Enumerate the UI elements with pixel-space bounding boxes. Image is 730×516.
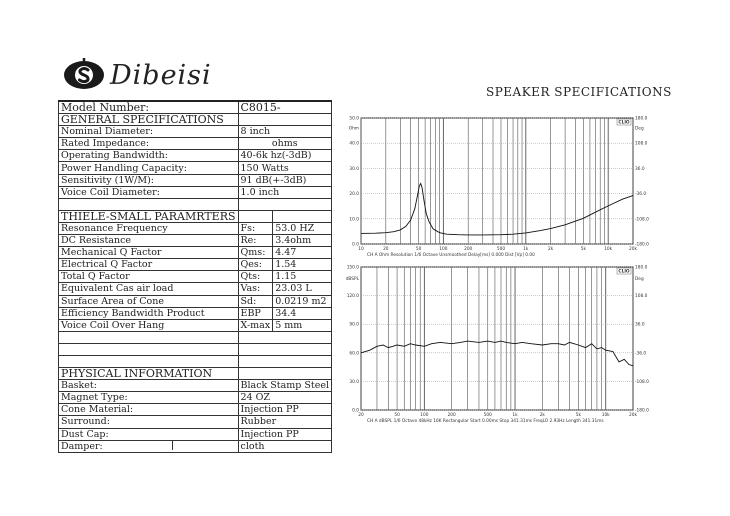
ts-row (59, 319, 332, 331)
y-tick-label: 0.0 (352, 242, 359, 248)
phys-label: Damper: (59, 440, 239, 452)
ts-value: 23.03 L (273, 283, 332, 295)
spec-label: Voice Coil Diameter: (59, 186, 239, 198)
ts-label: Equivalent Cas air load (59, 283, 239, 295)
ts-symbol: Sd: (238, 295, 273, 307)
spl-chart (337, 262, 649, 428)
y2-tick-label: -180.0 (635, 242, 649, 248)
spec-label: Sensitivity (1W/M): (59, 174, 239, 186)
x-tick-label: 2k (539, 413, 545, 418)
impedance-graph (337, 112, 649, 258)
clio-label: CLIO (618, 269, 630, 275)
phys-value: Injection PP (238, 404, 332, 416)
phys-row (59, 440, 332, 452)
y2-tick-label: 36.0 (635, 322, 645, 328)
y-tick-label: 10.0 (349, 217, 359, 223)
spec-row (59, 150, 332, 162)
y-tick-label: 0.0 (352, 408, 359, 414)
margin-tick (172, 441, 173, 450)
ts-row (59, 247, 332, 259)
x-tick-label: 10k (604, 247, 613, 252)
y2-tick-label: 108.0 (635, 141, 648, 147)
doc-title: SPEAKER SPECIFICATIONS (486, 85, 672, 99)
spec-label: Operating Bandwidth: (59, 150, 239, 162)
x-tick-label: 20k (629, 247, 637, 252)
model-row (59, 101, 332, 114)
x-tick-label: 50 (394, 413, 400, 418)
ts-row (59, 235, 332, 247)
physical-heading: PHYSICAL INFORMATION (59, 368, 239, 380)
spec-value: 1.0 inch (238, 186, 332, 198)
phys-label: Surround: (59, 416, 239, 428)
physical-rows (59, 380, 332, 453)
x-tick-label: 100 (420, 413, 429, 418)
spec-label: Power Handling Capacity: (59, 162, 239, 174)
ts-value: 34.4 (273, 307, 332, 319)
x-tick-label: 500 (496, 247, 506, 252)
spec-value: 40-6k hz(-3dB) (238, 150, 332, 162)
impedance-chart (337, 112, 649, 258)
spec-label: Nominal Diameter: (59, 126, 239, 138)
physical-heading-row (59, 368, 332, 380)
y-tick-label: 120.0 (346, 294, 359, 300)
ts-row (59, 283, 332, 295)
x-tick-label: 2k (547, 247, 554, 252)
phys-row (59, 428, 332, 440)
x-tick-label: 200 (447, 413, 456, 418)
model-label: Model Number: (59, 101, 239, 114)
ts-value: 4.47 (273, 247, 332, 259)
ts-label: DC Resistance (59, 235, 239, 247)
phys-row (59, 416, 332, 428)
thiele-heading-row (59, 210, 332, 222)
ts-value: 5 mm (273, 319, 332, 331)
spec-row (59, 162, 332, 174)
spec-label: Rated Impedance: (59, 138, 239, 150)
ts-symbol: EBP (238, 307, 273, 319)
ts-row (59, 259, 332, 271)
y-tick-label: 30.0 (349, 166, 359, 172)
phys-row (59, 380, 332, 392)
x-tick-label: 100 (439, 247, 448, 252)
x-tick-label: 5k (575, 413, 582, 418)
phys-label: Magnet Type: (59, 392, 239, 404)
ts-value: 3.4ohm (273, 235, 332, 247)
ts-value: 1.54 (273, 259, 332, 271)
spec-value: ohms (238, 138, 332, 150)
brand-logo (62, 58, 212, 92)
phys-label: Basket: (59, 380, 239, 392)
x-tick-label: 1k (523, 247, 529, 252)
y2-tick-label: 180.0 (635, 116, 648, 122)
model-value: C8015- (238, 101, 332, 114)
thiele-heading: THIELE-SMALL PARAMRTERS (59, 210, 239, 222)
x-tick-label: 5k (580, 247, 587, 252)
right-unit-label: Deg (635, 126, 644, 132)
ts-label: Voice Coil Over Hang (59, 319, 239, 331)
y2-tick-label: -36.0 (635, 351, 647, 357)
y-tick-label: 40.0 (349, 141, 359, 147)
spec-row (59, 126, 332, 138)
ts-label: Electrical Q Factor (59, 259, 239, 271)
ts-symbol: Qts: (238, 271, 273, 283)
chart-footer: CH A dBSPL 1/6 Octave 48kHz 16K Rectangular Start 0.00ms Stop 341.31ms FreqLO 2.93Hz Length 341.31ms (367, 419, 604, 424)
x-tick-label: 1k (512, 413, 518, 418)
spec-value: 150 Watts (238, 162, 332, 174)
spec-table (58, 100, 332, 453)
ts-row (59, 271, 332, 283)
spec-value: 91 dB(+-3dB) (238, 174, 332, 186)
ts-label: Total Q Factor (59, 271, 239, 283)
right-unit-label: Deg (635, 276, 644, 282)
y2-tick-label: -180.0 (635, 408, 649, 414)
left-unit-label: Ohm (348, 126, 359, 132)
plot-frame (361, 118, 633, 244)
spec-row (59, 186, 332, 198)
spec-row (59, 174, 332, 186)
ts-row (59, 295, 332, 307)
ts-label: Resonance Frequency (59, 222, 239, 234)
ts-symbol: Vas: (238, 283, 273, 295)
phys-row (59, 392, 332, 404)
left-unit-label: dBSPL (345, 276, 359, 282)
ts-symbol: Fs: (238, 222, 273, 234)
y2-tick-label: -108.0 (635, 379, 649, 385)
x-tick-label: 20 (383, 247, 389, 252)
y-tick-label: 30.0 (349, 379, 359, 385)
ts-label: Mechanical Q Factor (59, 247, 239, 259)
y2-tick-label: -36.0 (635, 192, 647, 198)
phys-value: Rubber (238, 416, 332, 428)
general-rows (59, 126, 332, 199)
y2-tick-label: 180.0 (635, 265, 648, 271)
ts-symbol: X-max (238, 319, 273, 331)
brand-name: Dibeisi (110, 59, 212, 91)
phys-value: cloth (238, 440, 332, 452)
ts-symbol: Qms: (238, 247, 273, 259)
x-tick-label: 10 (358, 247, 364, 252)
y-tick-label: 60.0 (349, 351, 359, 357)
y-tick-label: 90.0 (349, 322, 359, 328)
ts-row (59, 222, 332, 234)
x-tick-label: 20 (358, 413, 364, 418)
phys-value: Injection PP (238, 428, 332, 440)
thiele-rows (59, 222, 332, 331)
x-tick-label: 20k (629, 413, 637, 418)
y2-tick-label: 108.0 (635, 294, 648, 300)
phys-row (59, 404, 332, 416)
chart-footer: CH A Ohm Resolution 1/6 Octave Unsmoothed Delay[ms] 0.000 Dist [Vp] 0.00 (367, 253, 535, 258)
ts-label: Efficiency Bandwidth Product (59, 307, 239, 319)
spacer-row (59, 355, 332, 367)
spacer-row (59, 343, 332, 355)
x-tick-label: 500 (483, 413, 492, 418)
dibeisi-s-logo-icon (62, 58, 106, 92)
ts-value: 1.15 (273, 271, 332, 283)
x-tick-label: 200 (464, 247, 473, 252)
y-tick-label: 20.0 (349, 192, 359, 198)
phys-value: 24 OZ (238, 392, 332, 404)
plot-frame (361, 267, 633, 410)
ts-symbol: Re: (238, 235, 273, 247)
x-tick-label: 50 (415, 247, 422, 252)
spl-graph (337, 262, 649, 428)
ts-row (59, 307, 332, 319)
y-tick-label: 150.0 (346, 265, 359, 271)
phys-value: Black Stamp Steel (238, 380, 332, 392)
y2-tick-label: -108.0 (635, 217, 649, 223)
general-heading: GENERAL SPECIFICATIONS (59, 114, 239, 126)
x-tick-label: 10k (601, 413, 610, 418)
spacer-row (59, 198, 332, 210)
phys-label: Cone Material: (59, 404, 239, 416)
phys-label: Dust Cap: (59, 428, 239, 440)
ts-label: Surface Area of Cone (59, 295, 239, 307)
spec-row (59, 138, 332, 150)
spacer-row (59, 331, 332, 343)
y2-tick-label: 36.0 (635, 166, 645, 172)
ts-value: 0.0219 m2 (273, 295, 332, 307)
ts-symbol: Qes: (238, 259, 273, 271)
ts-value: 53.0 HZ (273, 222, 332, 234)
y-tick-label: 50.0 (349, 116, 359, 122)
clio-label: CLIO (618, 120, 630, 126)
general-heading-row (59, 114, 332, 126)
spec-value: 8 inch (238, 126, 332, 138)
